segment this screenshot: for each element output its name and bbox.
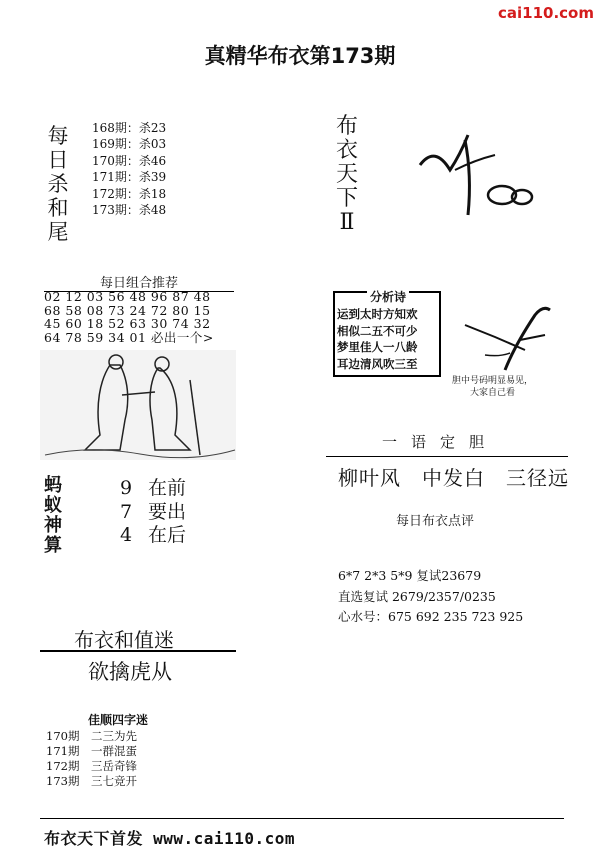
mayi-text: 在前 bbox=[148, 477, 187, 499]
vertical-char: 杀 bbox=[47, 172, 69, 196]
list-item: 172期：杀18 bbox=[92, 186, 167, 201]
dianping-line: 直选复试 2679/2357/0235 bbox=[338, 589, 496, 604]
footer-text[interactable]: 布衣天下首发 www.cai110.com bbox=[44, 829, 295, 848]
ink-tree-image bbox=[455, 295, 555, 375]
yydd-answer: 柳叶风 中发白 三径远 bbox=[338, 466, 569, 490]
daily-kill-vertical-title bbox=[46, 124, 70, 244]
vertical-char: 蚂 bbox=[44, 475, 62, 496]
combo-line: 45 60 18 52 63 30 74 32 bbox=[44, 316, 211, 331]
mayi-text: 要出 bbox=[148, 500, 187, 523]
vertical-char: 天 bbox=[335, 162, 358, 187]
list-item: 168期：杀23 bbox=[92, 121, 167, 135]
poem-title: 分析诗 bbox=[367, 288, 409, 305]
dianping-title: 每日布衣点评 bbox=[396, 514, 475, 529]
list-item: 172期 三岳奇锋 bbox=[46, 759, 137, 773]
poem-note bbox=[452, 375, 533, 399]
dianping-line: 心水号：675 692 235 723 925 bbox=[338, 609, 524, 624]
mayi-list bbox=[120, 477, 186, 548]
vertical-char: 和 bbox=[47, 196, 69, 220]
list-item: 169期：杀03 bbox=[92, 137, 167, 152]
two-figures-illustration bbox=[40, 350, 236, 460]
poem-line: 运到太时方知欢 bbox=[337, 307, 418, 321]
combo-line: 02 12 03 56 48 96 87 48 bbox=[44, 289, 211, 304]
dianping-line: 6*7 2*3 5*9 复试23679 bbox=[338, 568, 482, 583]
poem-line: 相似二五不可少 bbox=[337, 323, 418, 338]
brush-sketch-image bbox=[410, 125, 540, 225]
mayi-vertical-title bbox=[44, 476, 66, 556]
vertical-char: 神 bbox=[44, 515, 62, 536]
page-title: 真精华布衣第173期 bbox=[204, 44, 396, 68]
vertical-char: 算 bbox=[44, 535, 62, 556]
note-line: 胆中号码明显易见， bbox=[452, 376, 534, 386]
mayi-number: 4 bbox=[120, 524, 133, 546]
byzw-answer: 欲擒虎从 bbox=[88, 660, 172, 684]
mayi-number: 7 bbox=[120, 500, 133, 523]
site-watermark[interactable]: cai110.com bbox=[498, 4, 594, 22]
divider bbox=[40, 650, 236, 652]
byzw-title: 布衣和值迷 bbox=[74, 628, 174, 652]
yydd-title: 一语定胆 bbox=[382, 433, 499, 451]
list-item bbox=[120, 524, 186, 548]
list-item: 170期 二三为先 bbox=[46, 729, 137, 743]
list-item bbox=[120, 477, 186, 501]
four-char-list bbox=[46, 729, 137, 789]
poem-line: 耳边清风吹三至 bbox=[337, 356, 418, 371]
note-line: 大家自己看 bbox=[470, 388, 516, 398]
vertical-char: 衣 bbox=[335, 138, 358, 163]
vertical-char: 下 bbox=[335, 186, 358, 211]
combo-numbers bbox=[44, 290, 236, 344]
mayi-text: 在后 bbox=[148, 524, 187, 546]
four-char-title: 佳顺四字迷 bbox=[88, 713, 149, 727]
vertical-char: Ⅱ bbox=[339, 210, 355, 235]
combo-title: 每日组合推荐 bbox=[44, 272, 234, 292]
list-item bbox=[120, 501, 186, 525]
mayi-number: 9 bbox=[120, 477, 133, 499]
daily-kill-list bbox=[92, 120, 166, 218]
vertical-char: 日 bbox=[47, 148, 69, 172]
poem-lines bbox=[337, 306, 418, 372]
list-item: 171期 一群混蛋 bbox=[46, 744, 137, 758]
list-item: 173期 三七竞开 bbox=[46, 774, 137, 788]
vertical-char: 每 bbox=[47, 124, 69, 148]
vertical-char: 尾 bbox=[47, 220, 69, 244]
btx-vertical-title bbox=[334, 115, 360, 235]
vertical-char: 布 bbox=[335, 114, 358, 139]
vertical-char: 蚁 bbox=[44, 495, 62, 516]
poem-line: 梦里佳人一八龄 bbox=[337, 340, 418, 354]
list-item: 171期：杀39 bbox=[92, 170, 167, 185]
list-item: 170期：杀46 bbox=[92, 153, 167, 168]
combo-line: 64 78 59 34 01 必出一个> bbox=[44, 329, 214, 345]
divider bbox=[326, 456, 568, 457]
list-item: 173期：杀48 bbox=[92, 203, 167, 218]
divider bbox=[40, 818, 564, 819]
combo-line: 68 58 08 73 24 72 80 15 bbox=[44, 302, 211, 318]
